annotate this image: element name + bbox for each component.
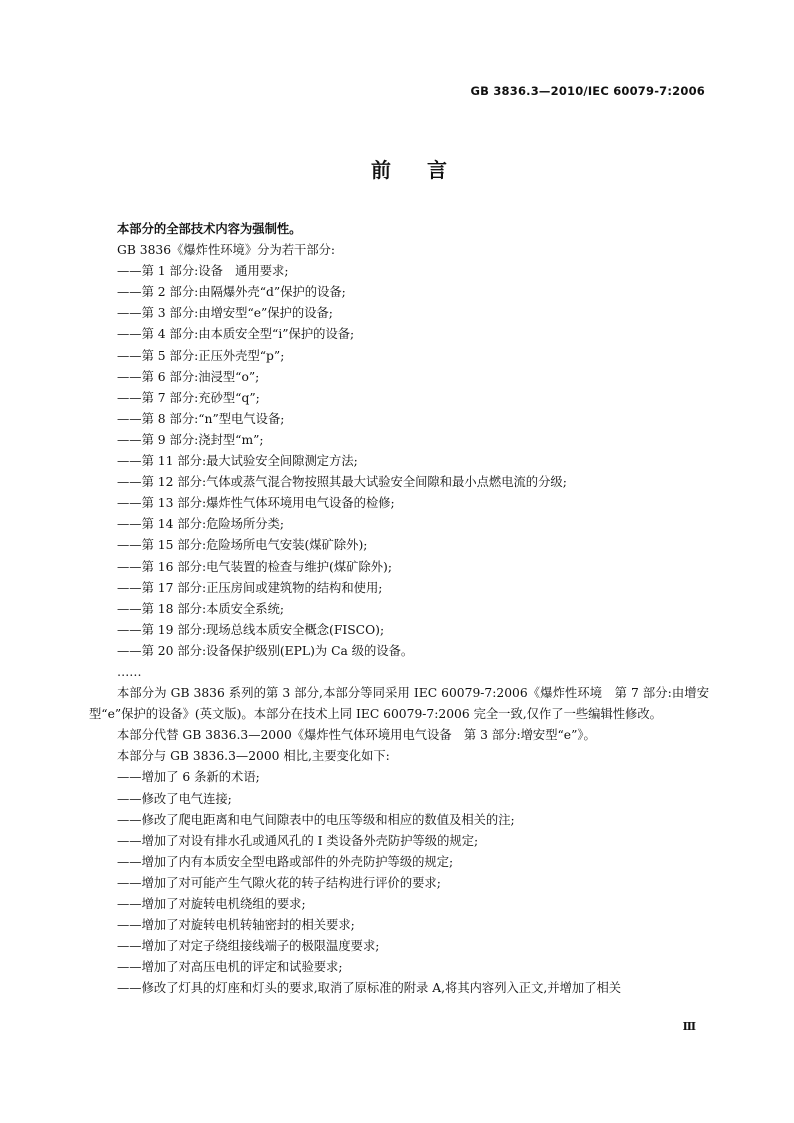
list-item: ——第 19 部分:现场总线本质安全概念(FISCO); [117, 622, 385, 637]
list-item: …… [117, 664, 142, 679]
list-item: ——第 2 部分:由隔爆外壳“d”保护的设备; [117, 285, 346, 300]
list-item: ——增加了对可能产生气隙火花的转子结构进行评价的要求; [117, 875, 441, 890]
list-item: ——第 6 部分:油浸型“o”; [117, 369, 260, 384]
list-item: ——增加了 6 条新的术语; [117, 770, 260, 785]
list-item: ——第 9 部分:浇封型“m”; [117, 432, 264, 447]
list-item: ——增加了内有本质安全型电路或部件的外壳防护等级的规定; [117, 854, 454, 869]
list-item: ——第 12 部分:气体或蒸气混合物按照其最大试验安全间隙和最小点燃电流的分级; [117, 475, 567, 490]
list-item: ——第 18 部分:本质安全系统; [117, 601, 285, 616]
page-number: Ⅲ [682, 1020, 696, 1033]
list-item: ——增加了对旋转电机绕组的要求; [117, 897, 306, 911]
list-item: ——第 13 部分:爆炸性气体环境用电气设备的检修; [117, 496, 395, 511]
list-item: ——第 16 部分:电气装置的检查与维护(煤矿除外); [117, 559, 392, 574]
list-item: ——第 17 部分:正压房间或建筑物的结构和使用; [117, 580, 383, 595]
list-item: ——第 1 部分:设备 通用要求; [117, 264, 289, 279]
relationship-paragraph: 本部分为 GB 3836 系列的第 3 部分,本部分等同采用 IEC 60079-7:2006《爆炸性环境 第 7 部分:由增安型“e”保护的设备》(英文版)。本部分在技术上同 IEC 60079-7:2006 完全一致,仅作了一些编辑性修改。 [89, 686, 709, 722]
list-item: ——修改了灯具的灯座和灯头的要求,取消了原标准的附录 A,将其内容列入正文,并增加了相关 [117, 981, 622, 996]
list-item: ——第 5 部分:正压外壳型“p”; [117, 348, 285, 363]
list-item: ——增加了对设有排水孔或通风孔的 Ⅰ 类设备外壳防护等级的规定; [117, 833, 479, 848]
list-item: ——增加了对旋转电机转轴密封的相关要求; [117, 918, 355, 933]
list-item: ——第 7 部分:充砂型“q”; [117, 390, 260, 405]
replaces-paragraph: 本部分代替 GB 3836.3—2000《爆炸性气体环境用电气设备 第 3 部分:增安型“e”》。 [117, 728, 596, 743]
list-item: ——第 11 部分:最大试验安全间隙测定方法; [117, 454, 358, 469]
page-title: 前言 [371, 158, 483, 182]
list-item: ——第 4 部分:由本质安全型“i”保护的设备; [117, 327, 355, 342]
document-body [89, 219, 709, 999]
standard-number-header: GB 3836.3—2010/IEC 60079-7:2006 [470, 84, 705, 98]
list-item: ——第 8 部分:“n”型电气设备; [117, 411, 285, 426]
changes-list [89, 767, 709, 999]
list-item: ——增加了对高压电机的评定和试验要求; [117, 960, 343, 975]
list-item: ——第 14 部分:危险场所分类; [117, 517, 285, 532]
list-item: ——修改了电气连接; [117, 791, 232, 806]
parts-list [89, 261, 709, 683]
list-item: ——第 15 部分:危险场所电气安装(煤矿除外); [117, 538, 368, 553]
list-item: ——第 20 部分:设备保护级别(EPL)为 Ca 级的设备。 [117, 643, 414, 658]
mandatory-statement: 本部分的全部技术内容为强制性。 [117, 222, 302, 236]
list-item: ——增加了对定子绕组接线端子的极限温度要求; [117, 939, 380, 954]
parts-intro: GB 3836《爆炸性环境》分为若干部分: [117, 243, 336, 258]
changes-intro: 本部分与 GB 3836.3—2000 相比,主要变化如下: [117, 749, 390, 764]
list-item: ——修改了爬电距离和电气间隙表中的电压等级和相应的数值及相关的注; [117, 812, 515, 827]
list-item: ——第 3 部分:由增安型“e”保护的设备; [117, 306, 333, 321]
